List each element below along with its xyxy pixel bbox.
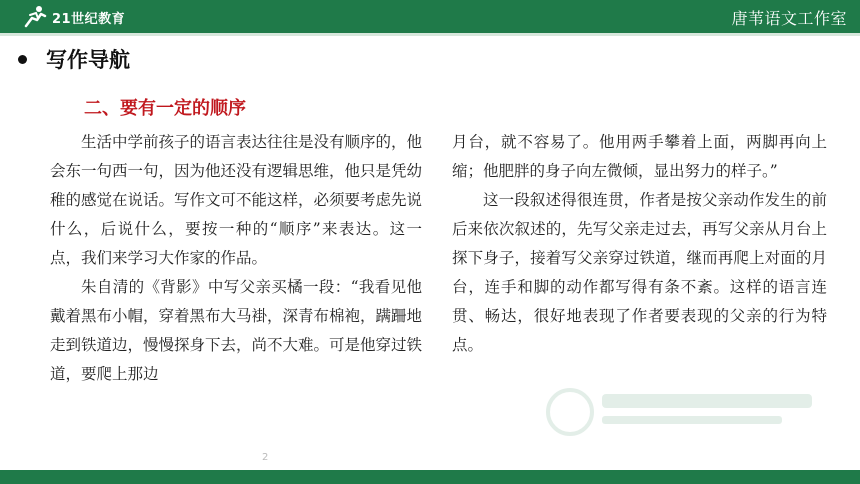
section-title: 写作导航 bbox=[46, 48, 130, 72]
studio-name: 唐苇语文工作室 bbox=[731, 9, 847, 28]
watermark-logo-icon bbox=[540, 382, 830, 442]
logo-text: 21世纪教育 bbox=[52, 11, 126, 27]
paragraph: 生活中学前孩子的语言表达往往是没有顺序的，他会东一句西一句，因为他还没有逻辑思维，他只是凭幼稚的感觉在说话。写作文可不能这样，必须要考虑先说什么，后说什么，要按一种的“顺序”来表达。这一点，我们来学习大作家的作品。 bbox=[50, 133, 423, 267]
left-text-column bbox=[50, 128, 422, 389]
paragraph: 朱自清的《背影》中写父亲买橘一段：“我看见他戴着黑布小帽，穿着黑布大马褂，深青布棉袍，蹒跚地走到铁道边，慢慢探身下去，尚不大难。可是他穿过铁道，要爬上那边 bbox=[50, 278, 423, 383]
brand-logo bbox=[22, 4, 125, 30]
paragraph: 这一段叙述得很连贯，作者是按父亲动作发生的前后来依次叙述的，先写父亲走过去，再写父亲从月台上探下身子，接着写父亲穿过铁道，继而再爬上对面的月台，连手和脚的动作都写得有条不紊。这样的语言连贯、畅达，很好地表现了作者要表现的父亲的行为特点。 bbox=[452, 191, 827, 354]
top-header-bar bbox=[0, 0, 860, 33]
bullet-dot-icon bbox=[18, 55, 27, 64]
runner-logo-icon bbox=[22, 4, 48, 30]
bottom-footer-bar bbox=[0, 470, 860, 484]
page-number: 2 bbox=[262, 452, 269, 463]
subheading: 二、要有一定的顺序 bbox=[84, 98, 246, 119]
section-heading bbox=[18, 44, 130, 74]
header-divider bbox=[0, 33, 860, 36]
paragraph: 月台，就不容易了。他用两手攀着上面，两脚再向上缩；他肥胖的身子向左微倾，显出努力的样子。” bbox=[452, 133, 827, 180]
right-text-column bbox=[452, 128, 827, 360]
